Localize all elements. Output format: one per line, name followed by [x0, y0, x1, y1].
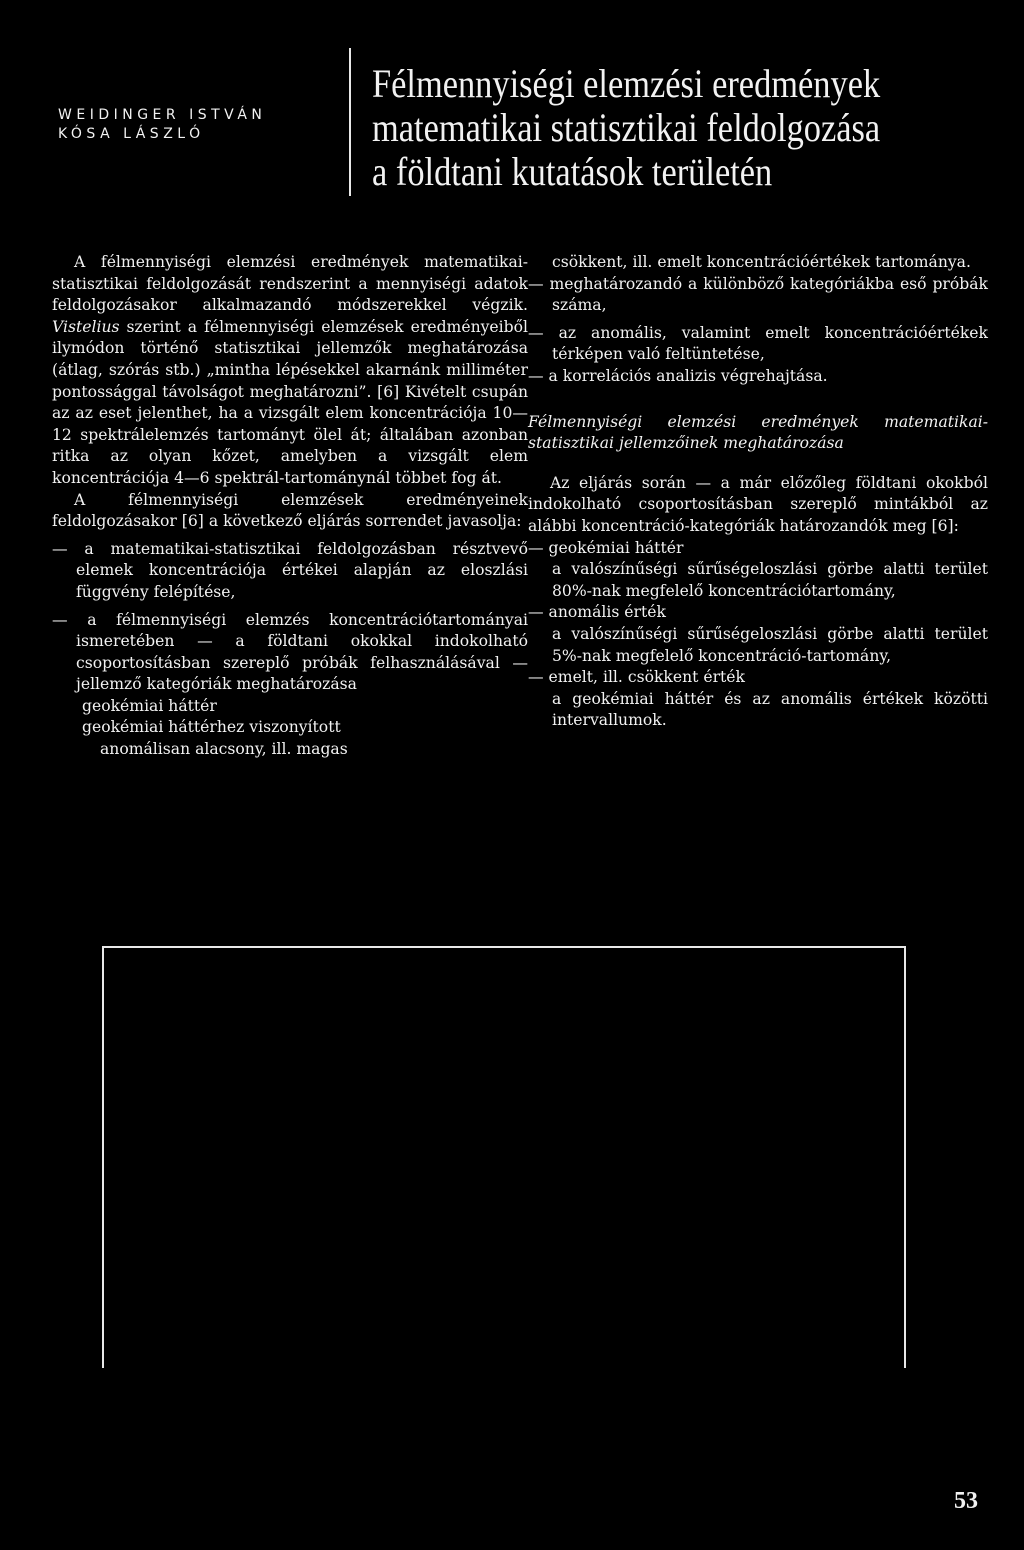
list-item-distribution: — a matematikai-statisztikai feldolgozásban résztvevő elemek koncentrációja értékei alapján az eloszlási függvény felépítése, [52, 539, 528, 601]
category-anomalous: — anomális érték [528, 603, 666, 622]
category-background-desc: a valószínűségi sűrűségeloszlási görbe alatti terület 80%-nak megfelelő koncentrációtartomány, [552, 560, 988, 600]
title-line-3: a földtani kutatások területén [372, 149, 773, 194]
author-2: KÓSA LÁSZLÓ [58, 126, 205, 142]
figure-frame [102, 946, 906, 1368]
sub-item-relative: geokémiai háttérhez viszonyított [82, 718, 341, 737]
list-item-sample-count: — meghatározandó a különböző kategóriákba eső próbák száma, [528, 274, 988, 315]
paragraph-procedure: A félmennyiségi elemzések eredményeinek feldolgozásakor [6] a következő eljárás sorrendet javasolja: [52, 490, 528, 531]
title-line-1: Félmennyiségi elemzési eredmények [372, 61, 881, 106]
author-1: WEIDINGER ISTVÁN [58, 107, 267, 123]
list-item-correlation: — a korrelációs analizis végrehajtása. [528, 366, 828, 385]
list-item-categories: — a félmennyiségi elemzés koncentrációtartományai ismeretében — a földtani okokkal indokolható csoportosításban szereplő próbák felhasználásával — jellemző kategóriák meghatározása [52, 610, 528, 694]
author-name-vistelius: Vistelius [52, 317, 120, 336]
left-column [52, 252, 528, 761]
header-divider [349, 48, 351, 196]
category-elevated-desc: a geokémiai háttér és az anomális értékek közötti intervallumok. [552, 689, 988, 730]
page-number: 53 [954, 1488, 978, 1514]
right-column [528, 252, 988, 732]
sub-item-anomalous: anomálisan alacsony, ill. magas [100, 740, 348, 759]
title-line-2: matematikai statisztikai feldolgozása [372, 105, 881, 150]
paragraph-categories: Az eljárás során — a már előzőleg földtani okokból indokolható csoportosításban szereplő mintákból az alábbi koncentráció-kategóriák határozandók meg [6]: [528, 473, 988, 535]
category-anomalous-desc: a valószínűségi sűrűségeloszlási görbe alatti terület 5%-nak megfelelő koncentráció-tartomány, [552, 624, 988, 665]
article-title [372, 62, 905, 194]
sub-item-background: geokémiai háttér [82, 696, 217, 715]
category-elevated: — emelt, ill. csökkent érték [528, 668, 745, 687]
figure-drawing [104, 948, 904, 1368]
continuation-text: csökkent, ill. emelt koncentrációértékek tartománya. [552, 253, 971, 271]
paragraph-intro-a: A félmennyiségi elemzési eredmények matematikai-statisztikai feldolgozását rendszerint a mennyiségi adatok feldolgozásakor alkalmazandó módszerekkel végzik. [52, 253, 528, 315]
authors [58, 106, 266, 144]
paragraph-intro-b: szerint a félmennyiségi elemzések eredményeiből ilymódon történő statisztikai jellemzők meghatározása (átlag, szórás stb.) „mintha lépésekkel akarnánk milliméter pontossággal távolságot meghatározni”. [6] Kivételt csupán az az eset jelenthet, ha a vizsgált elem koncentrációja 10—12 spektrálelemzés tartományt ölel át; általában azonban ritka az olyan kőzet, amelyben a vizsgált elem koncentrációja 4—6 spektrál-tartománynál többet fog át. [52, 317, 528, 487]
paragraph-intro [52, 252, 528, 490]
section-heading: Félmennyiségi elemzési eredmények matematikai-statisztikai jellemzőinek meghatározása [528, 412, 988, 453]
category-background: — geokémiai háttér [528, 538, 684, 557]
list-item-map: — az anomális, valamint emelt koncentrációértékek térképen való feltüntetése, [528, 323, 988, 364]
